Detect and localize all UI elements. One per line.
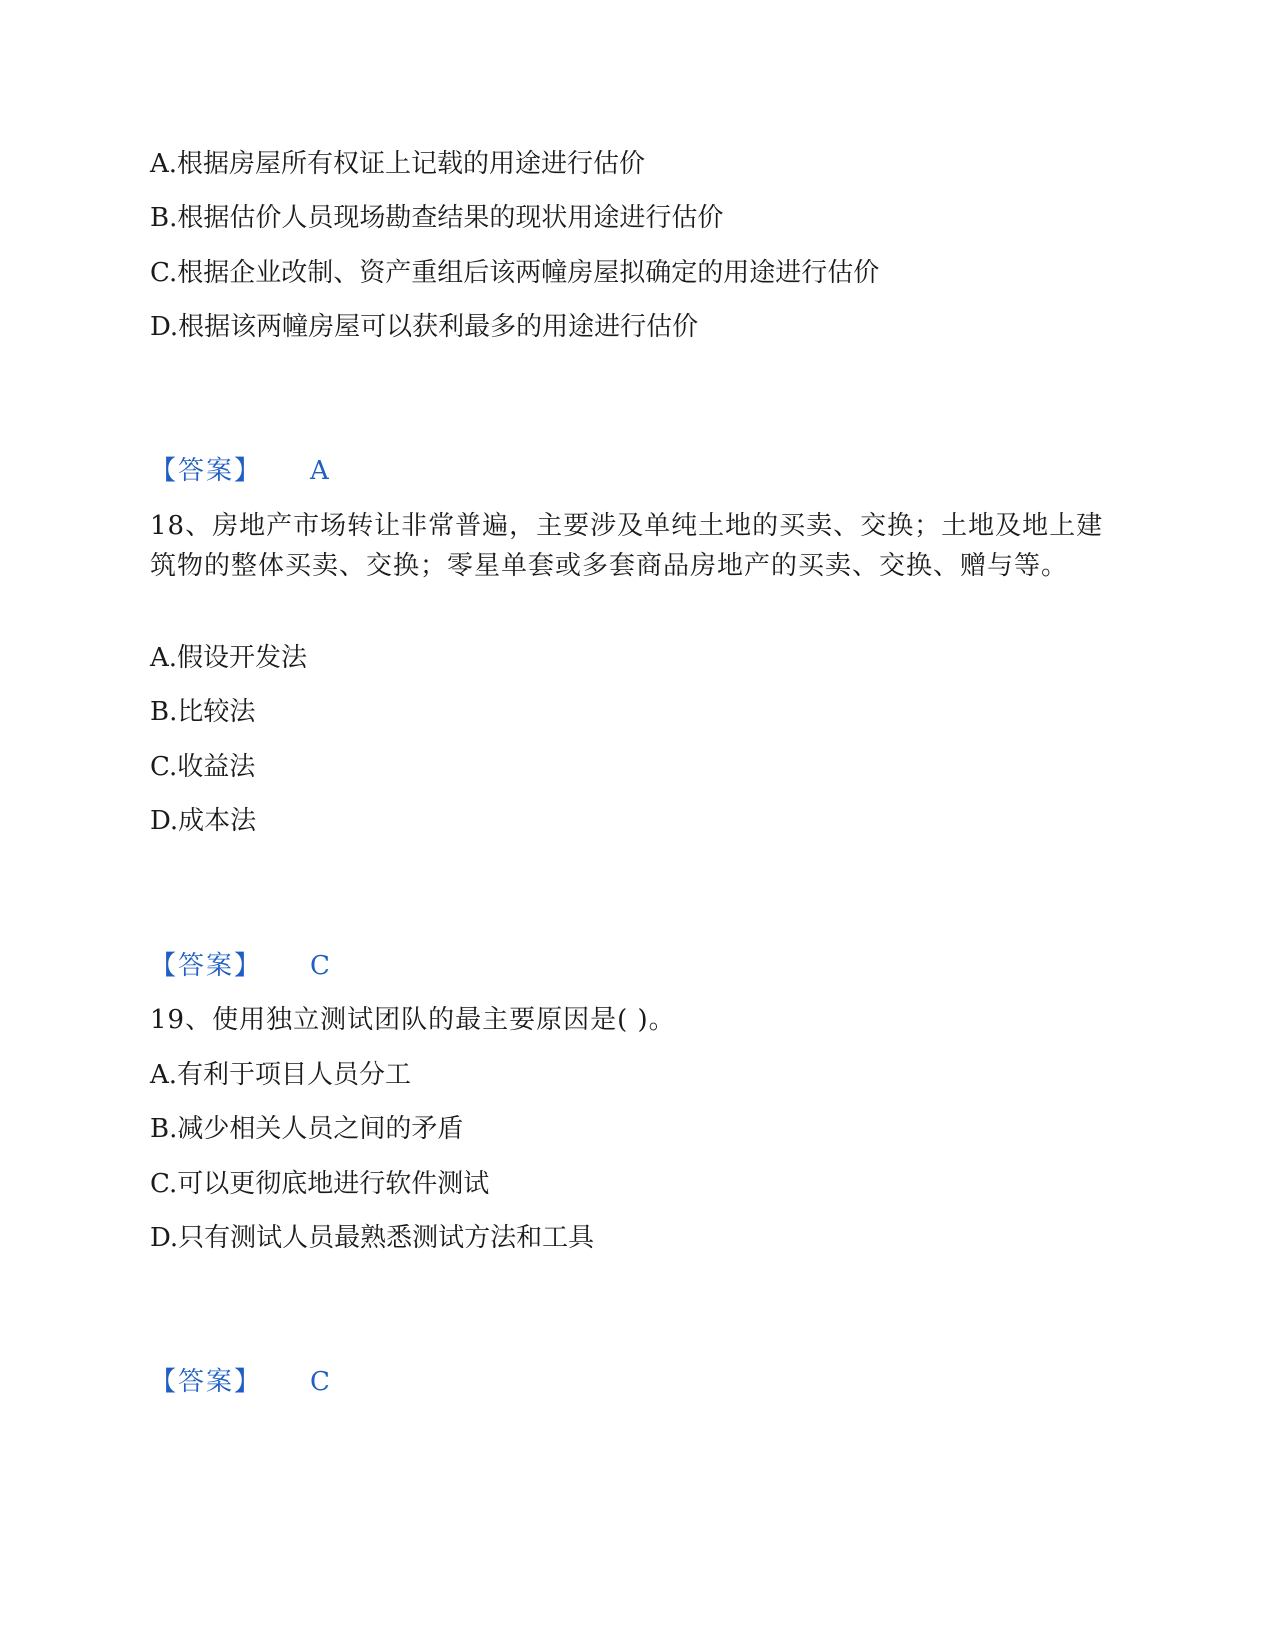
q18-option-c: C.收益法 bbox=[150, 752, 256, 782]
q19-answer-value: C bbox=[310, 1367, 330, 1397]
q17-option-a: A.根据房屋所有权证上记载的用途进行估价 bbox=[150, 149, 646, 179]
q19-option-c: C.可以更彻底地进行软件测试 bbox=[150, 1169, 490, 1199]
q18-option-b: B.比较法 bbox=[150, 697, 256, 727]
q17-answer bbox=[150, 451, 329, 491]
q17-option-d: D.根据该两幢房屋可以获利最多的用途进行估价 bbox=[150, 312, 699, 342]
q18-option-d: D.成本法 bbox=[150, 806, 257, 836]
q19-option-b: B.减少相关人员之间的矛盾 bbox=[150, 1114, 464, 1144]
q17-answer-label: 【答案】 bbox=[150, 456, 263, 486]
q18-answer bbox=[150, 946, 330, 986]
q18-stem: 18、房地产市场转让非常普遍，主要涉及单纯土地的买卖、交换；土地及地上建筑物的整体买卖、交换；零星单套或多套商品房地产的买卖、交换、赠与等。 bbox=[150, 511, 1104, 581]
q17-option-b: B.根据估价人员现场勘查结果的现状用途进行估价 bbox=[150, 203, 724, 233]
q19-answer-label: 【答案】 bbox=[150, 1367, 263, 1397]
q18-option-a: A.假设开发法 bbox=[150, 643, 308, 673]
q18-answer-value: C bbox=[310, 951, 330, 981]
q17-answer-value: A bbox=[310, 456, 329, 486]
q18-answer-label: 【答案】 bbox=[150, 951, 263, 981]
q19-option-a: A.有利于项目人员分工 bbox=[150, 1060, 412, 1090]
q17-option-c: C.根据企业改制、资产重组后该两幢房屋拟确定的用途进行估价 bbox=[150, 258, 880, 288]
q19-option-d: D.只有测试人员最熟悉测试方法和工具 bbox=[150, 1223, 595, 1253]
q19-stem: 19、使用独立测试团队的最主要原因是( )。 bbox=[150, 1005, 676, 1035]
q19-answer bbox=[150, 1362, 330, 1402]
